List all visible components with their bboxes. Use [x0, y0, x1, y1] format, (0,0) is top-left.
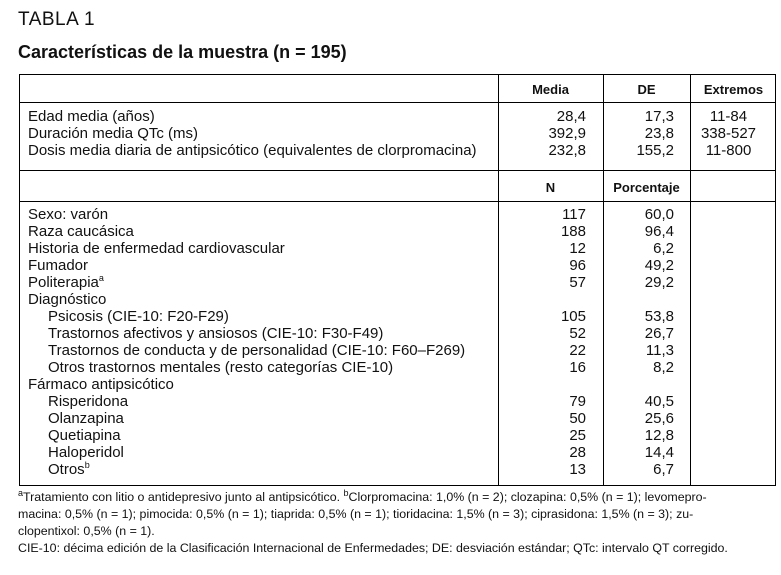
row-label	[28, 291, 106, 308]
table-row	[20, 108, 775, 125]
header-de: DE	[637, 82, 656, 97]
table-row	[20, 125, 775, 142]
cell-n: 52	[569, 325, 586, 342]
row-label-text: Psicosis (CIE-10: F20-F29)	[48, 308, 229, 325]
table-row	[20, 393, 775, 410]
header-n: N	[545, 180, 556, 195]
table-row	[20, 308, 775, 325]
cell-porcentaje: 6,7	[653, 461, 674, 478]
cell-n: 12	[569, 240, 586, 257]
row-label-text: Diagnóstico	[28, 291, 107, 308]
table-row	[20, 410, 775, 427]
table-row	[20, 240, 775, 257]
table-row	[20, 291, 775, 308]
cell-media: 392,9	[548, 125, 586, 142]
cell-n: 96	[569, 257, 586, 274]
table-row	[20, 427, 775, 444]
header-media: Media	[532, 82, 569, 97]
cell-n: 16	[569, 359, 586, 376]
table-row	[20, 342, 775, 359]
cell-porcentaje: 8,2	[653, 359, 674, 376]
cell-porcentaje: 29,2	[644, 274, 674, 291]
cell-porcentaje: 14,4	[644, 444, 674, 461]
cell-n: 105	[560, 308, 586, 325]
cell-n: 25	[569, 427, 586, 444]
cell-de: 23,8	[644, 125, 674, 142]
cell-n: 79	[569, 393, 586, 410]
row-label: Dosis media diaria de antipsicótico (equivalentes de clorpromacina)	[28, 142, 477, 159]
cell-porcentaje: 11,3	[645, 342, 674, 359]
row-label	[28, 206, 108, 223]
table-row	[20, 359, 775, 376]
row-label-text: Quetiapina	[48, 427, 121, 444]
cell-media: 232,8	[548, 142, 586, 159]
footnote-marker: a	[98, 273, 104, 283]
table-title: Características de la muestra (n = 195)	[18, 42, 347, 62]
row-label-text: Olanzapina	[48, 410, 124, 427]
row-label	[48, 325, 383, 342]
row-label-text: Historia de enfermedad cardiovascular	[28, 240, 285, 257]
row-label-text: Trastornos de conducta y de personalidad (CIE-10: F60–F269)	[48, 342, 466, 359]
footnote-marker: b	[84, 460, 90, 470]
row-label-text: Raza caucásica	[28, 223, 134, 240]
row-label	[28, 274, 104, 291]
footnote-line: macina: 0,5% (n = 1); pimocida: 0,5% (n = 1); tiaprida: 0,5% (n = 1); tioridacina: 1,5% (n = 3); ciprasidona: 1,5% (n = 3); zu-	[18, 507, 694, 521]
cell-porcentaje: 40,5	[644, 393, 674, 410]
footnote-marker: b	[343, 487, 349, 498]
cell-porcentaje: 53,8	[644, 308, 674, 325]
cell-n: 188	[560, 223, 586, 240]
row-label: Edad media (años)	[28, 108, 155, 125]
row-label-text: Fármaco antipsicótico	[28, 376, 174, 393]
cell-n: 22	[569, 342, 586, 359]
table-row	[20, 325, 775, 342]
row-label	[28, 223, 134, 240]
footnote-text: Tratamiento con litio o antidepresivo junto al antipsicótico.	[23, 490, 344, 504]
row-label-text: Risperidona	[48, 393, 129, 410]
cell-extremos: 338-527	[700, 125, 757, 142]
row-divider	[20, 201, 775, 202]
footnote-text: Clorpromacina: 1,0% (n = 2); clozapina: 0,5% (n = 1); levomepro-	[348, 490, 707, 504]
row-label	[48, 342, 465, 359]
cell-n: 57	[569, 274, 586, 291]
row-label-text: Trastornos afectivos y ansiosos (CIE-10: F30-F49)	[48, 325, 384, 342]
row-label: Duración media QTc (ms)	[28, 125, 199, 142]
cell-porcentaje: 25,6	[644, 410, 674, 427]
cell-porcentaje: 96,4	[644, 223, 674, 240]
row-label	[48, 410, 124, 427]
row-label-text: Sexo: varón	[28, 206, 109, 223]
header-extremos: Extremos	[703, 82, 764, 97]
row-label	[48, 444, 124, 461]
row-label-text: Haloperidol	[48, 444, 124, 461]
table-row	[20, 461, 775, 478]
row-label	[48, 427, 121, 444]
footnotes	[18, 489, 775, 557]
table-row	[20, 444, 775, 461]
row-label	[48, 393, 128, 410]
row-label	[48, 461, 90, 478]
cell-n: 50	[569, 410, 586, 427]
row-divider	[20, 170, 775, 171]
table-label: TABLA 1	[18, 9, 96, 30]
table-row	[20, 142, 775, 159]
cell-de: 155,2	[636, 142, 674, 159]
footnote-marker: a	[18, 487, 24, 498]
cell-extremos: 11-800	[705, 142, 752, 159]
cell-n: 13	[569, 461, 586, 478]
table-row	[20, 206, 775, 223]
cell-n: 117	[562, 206, 586, 223]
cell-porcentaje: 12,8	[644, 427, 674, 444]
row-label-text: Fumador	[28, 257, 89, 274]
row-divider	[20, 102, 775, 103]
cell-de: 17,3	[644, 108, 674, 125]
table-row	[20, 274, 775, 291]
cell-extremos: 11-84	[709, 108, 748, 125]
cell-porcentaje: 60,0	[644, 206, 674, 223]
footnote-line: CIE-10: décima edición de la Clasificación Internacional de Enfermedades; DE: desviación estándar; QTc: intervalo QT corregido.	[18, 541, 728, 555]
row-label	[28, 240, 285, 257]
cell-media: 28,4	[556, 108, 586, 125]
row-label-text: Otros trastornos mentales (resto categorías CIE-10)	[48, 359, 394, 376]
footnote-line	[18, 489, 775, 506]
cell-n: 28	[569, 444, 586, 461]
cell-porcentaje: 6,2	[653, 240, 674, 257]
cell-porcentaje: 49,2	[644, 257, 674, 274]
table-row	[20, 376, 775, 393]
header-porcentaje: Porcentaje	[613, 180, 680, 195]
row-label	[48, 359, 393, 376]
row-label	[28, 376, 174, 393]
row-label	[48, 308, 229, 325]
footnote-line: clopentixol: 0,5% (n = 1).	[18, 524, 155, 538]
table-row	[20, 223, 775, 240]
row-label	[28, 257, 88, 274]
data-table	[19, 74, 776, 486]
row-label-text: Otros	[48, 461, 85, 478]
row-label-text: Politerapia	[28, 274, 99, 291]
cell-porcentaje: 26,7	[644, 325, 674, 342]
table-row	[20, 257, 775, 274]
